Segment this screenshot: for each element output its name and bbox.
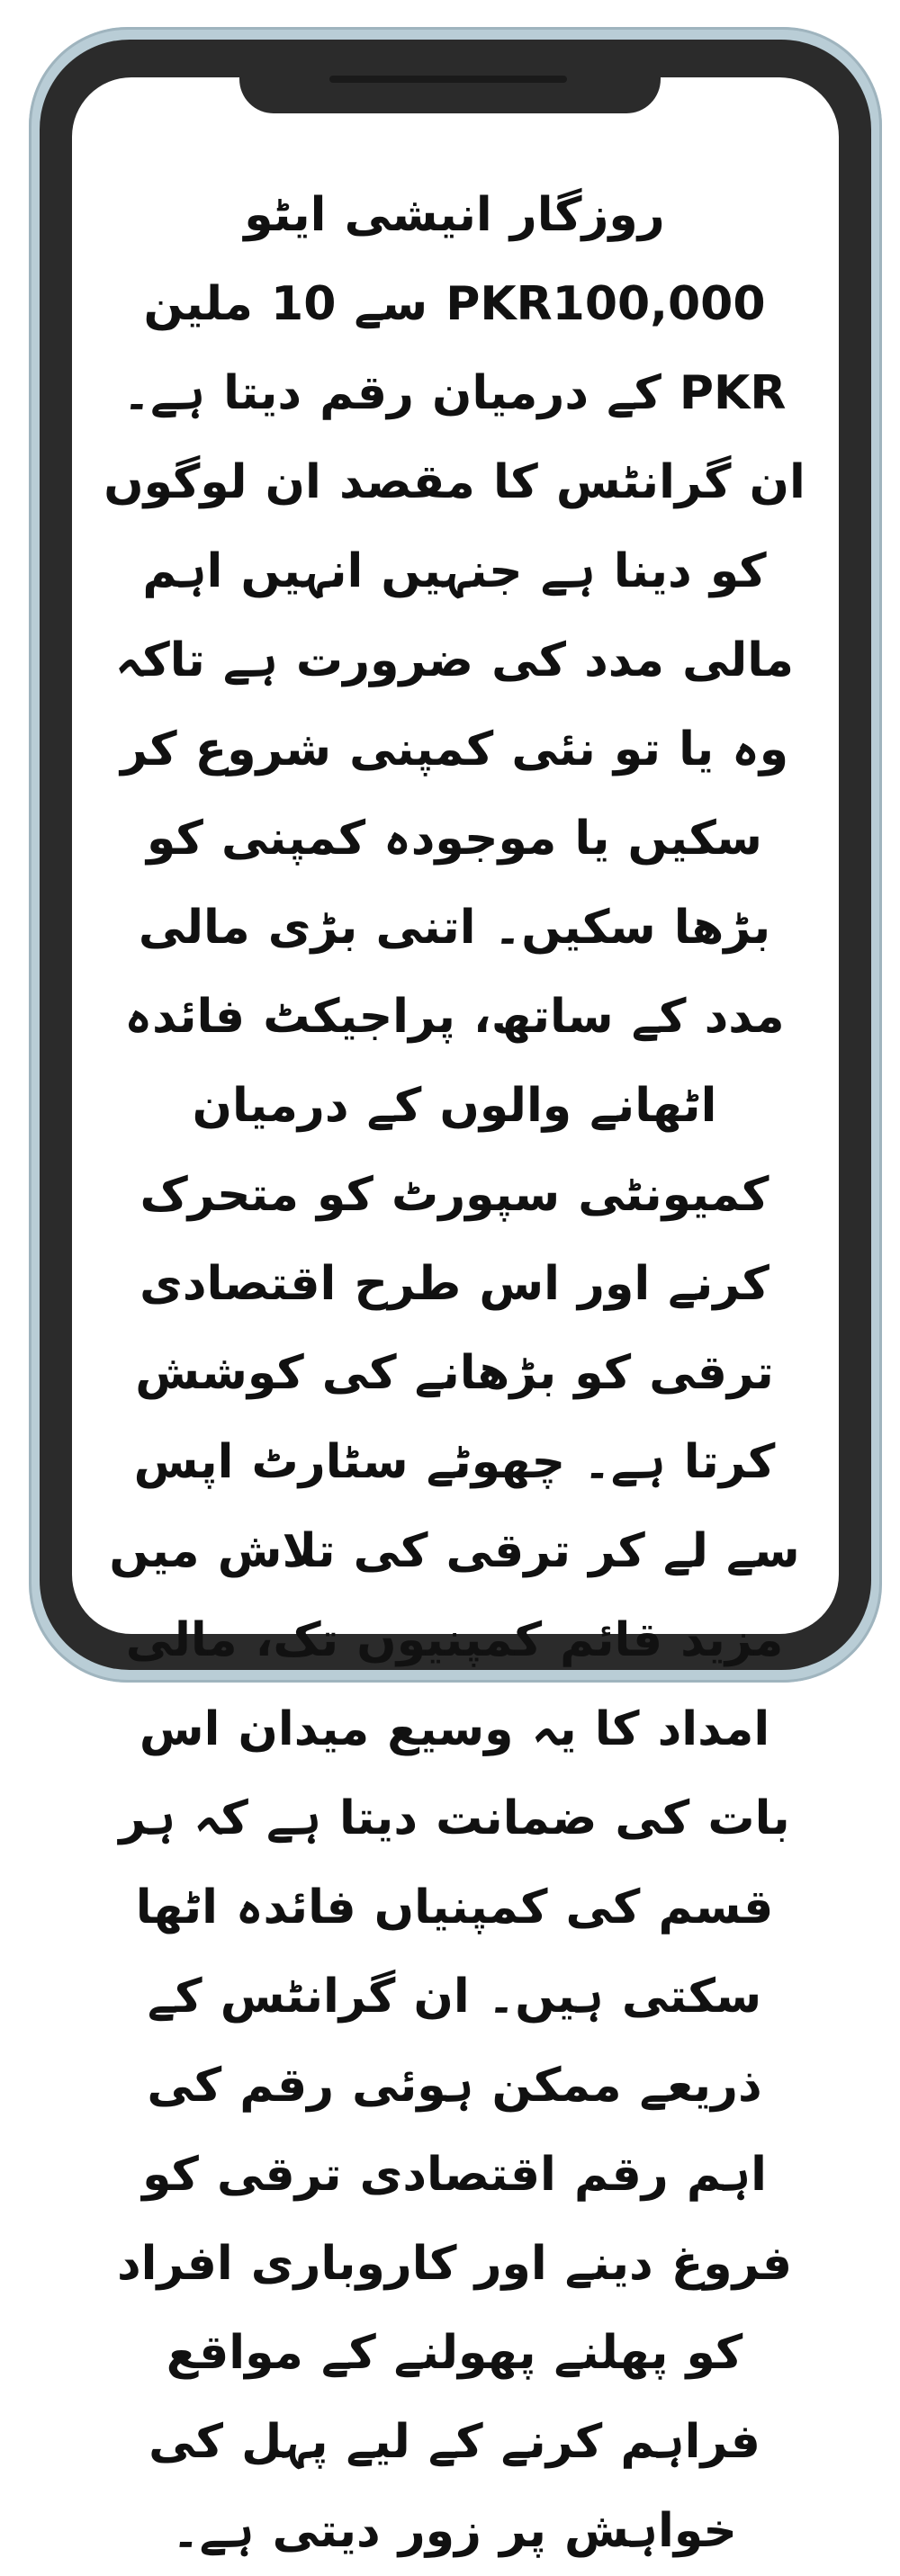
article-paragraph: روزگار انیشی ایٹو PKR100,000 سے 10 ملین PKR کے درمیان رقم دیتا ہے۔ ان گرانٹس کا مقصد ان لوگوں کو دینا ہے جنہیں انہیں اہم مالی مدد کی ضرورت ہے تاکہ وہ یا تو نئی کمپنی شروع کر سکیں یا موجودہ کمپنی کو بڑھا سکیں۔ اتنی بڑی مالی مدد کے ساتھ، پراجیکٹ فائدہ اٹھانے والوں کے درمیان کمیونٹی سپورٹ کو متحرک کرنے اور اس طرح اقتصادی ترقی کو بڑھانے کی کوشش کرتا ہے۔ چھوٹے سٹارٹ اپس سے لے کر ترقی کی تلاش میں مزید قائم کمپنیوں تک، مالی امداد کا یہ وسیع میدان اس بات کی ضمانت دیتا ہے کہ ہر قسم کی کمپنیاں فائدہ اٹھا سکتی ہیں۔ ان گرانٹس کے ذریعے ممکن ہوئی رقم کی اہم رقم اقتصادی ترقی کو فروغ دینے اور کاروباری افراد کو پھلنے پھولنے کے مواقع فراہم کرنے کے لیے پہل کی خواہش پر زور دیتی ہے۔ <box>104 188 806 2558</box>
speaker-grille <box>329 76 567 83</box>
